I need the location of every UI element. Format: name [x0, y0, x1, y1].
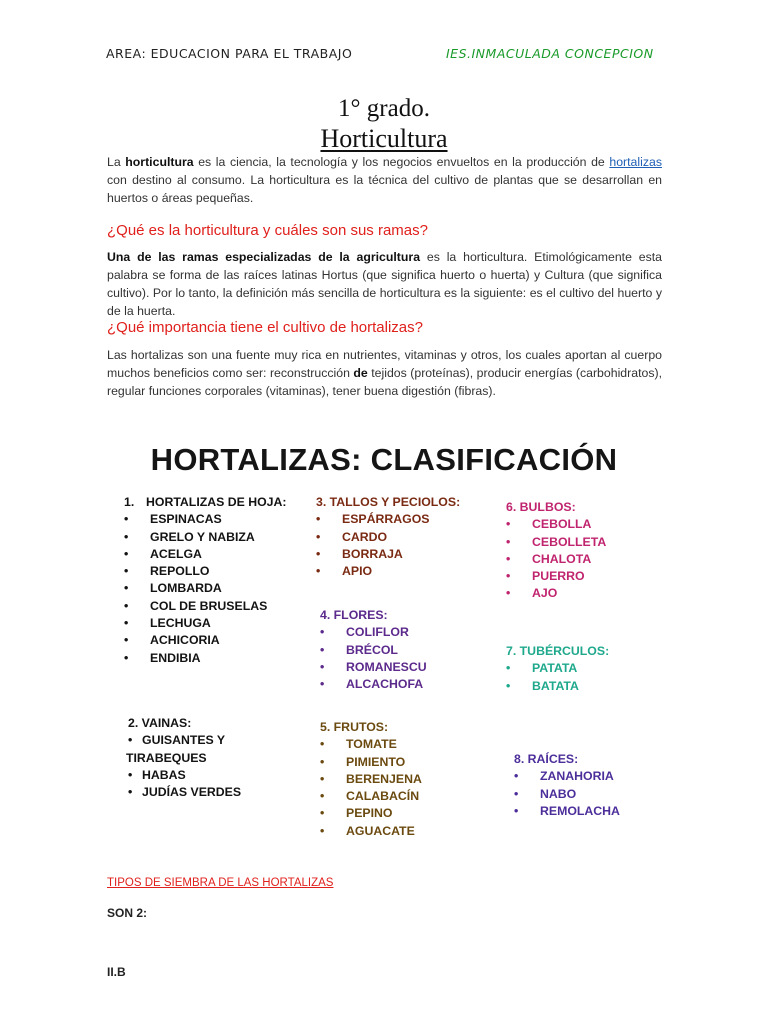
intro-text-1: La: [107, 155, 126, 169]
group-frutos: [320, 719, 422, 840]
list-item: • LECHUGA: [124, 616, 211, 631]
list-item: • CEBOLLETA: [506, 534, 607, 549]
group-tallos: [316, 494, 460, 580]
subject-title: Horticultura: [320, 124, 448, 153]
list-item: • BORRAJA: [316, 546, 403, 561]
group-raices-title: 8. RAÍCES:: [514, 752, 579, 766]
intro-bold-term: horticultura: [125, 155, 194, 169]
group-tuberculos-title: 7. TUBÉRCULOS:: [506, 644, 610, 658]
header-area-label: AREA: EDUCACION PARA EL TRABAJO: [106, 46, 353, 61]
list-item: • LOMBARDA: [124, 581, 222, 596]
list-item: • CEBOLLA: [506, 517, 592, 532]
classification-heading: HORTALIZAS: CLASIFICACIÓN: [150, 442, 618, 477]
answer-1-text: es la horticultura. Etimológicamente esta palabra se forma de las raíces latinas Hortus (que significa huerto o huerta) y Cultura (que significa cultivo). Por lo tanto, la definición más sencilla de horticultura es la siguiente: es el cultivo del huerto y de la huerta.: [107, 250, 662, 318]
list-item: • CHALOTA: [506, 551, 592, 566]
list-item: • ACHICORIA: [124, 633, 220, 648]
group-bulbos: [506, 499, 606, 603]
list-item: • GUISANTES Y: [128, 733, 226, 748]
list-item: • AJO: [506, 586, 558, 601]
list-item: • CALABACÍN: [320, 789, 420, 804]
list-item: • HABAS: [128, 767, 186, 782]
list-item: • COL DE BRUSELAS: [124, 598, 268, 613]
tipos-siembra-heading: TIPOS DE SIEMBRA DE LAS HORTALIZAS: [107, 877, 334, 889]
intro-text-3: con destino al consumo. La horticultura es la técnica del cultivo de plantas que se desarrollan en huertos o áreas pequeñas.: [107, 173, 662, 205]
group-tuberculos: [506, 643, 609, 695]
list-item: • NABO: [514, 786, 577, 801]
group-tuberculos-list: [506, 660, 609, 695]
group-tallos-list: [316, 511, 460, 580]
son-label: SON 2:: [107, 906, 148, 920]
list-item: • COLIFLOR: [320, 625, 409, 640]
question-2: ¿Qué importancia tiene el cultivo de hortalizas?: [107, 319, 423, 336]
list-item: • JUDÍAS VERDES: [128, 785, 242, 800]
intro-paragraph: [107, 153, 662, 207]
list-item: • ALCACHOFA: [320, 677, 424, 692]
footer-label: II.B: [107, 965, 126, 979]
hortalizas-link[interactable]: hortalizas: [609, 155, 662, 169]
group-vainas: [128, 715, 241, 801]
list-item: • GRELO Y NABIZA: [124, 529, 255, 544]
question-1: ¿Qué es la horticultura y cuáles son sus ramas?: [107, 222, 428, 239]
list-item: • TOMATE: [320, 737, 397, 752]
group-hoja-title: 1. HORTALIZAS DE HOJA:: [124, 495, 287, 509]
list-item: • ESPÁRRAGOS: [316, 512, 430, 527]
group-frutos-title: 5. FRUTOS:: [320, 720, 389, 734]
answer-2-text-1: Las hortalizas son una fuente muy rica en nutrientes, vitaminas y otros, los cuales aportan al cuerpo muchos beneficios como ser: reconstrucción: [107, 348, 662, 380]
list-item: • PATATA: [506, 661, 578, 676]
group-flores-list: [320, 624, 427, 693]
list-item: • ZANAHORIA: [514, 769, 614, 784]
list-item: • ACELGA: [124, 546, 202, 561]
answer-2-text-2: tejidos (proteínas), producir energías (carbohidratos), regular funciones corporales (vitaminas), tener buena digestión (fibras).: [107, 366, 662, 398]
list-item: • BRÉCOL: [320, 642, 398, 657]
list-item: • APIO: [316, 564, 373, 579]
group-bulbos-list: [506, 516, 606, 602]
answer-2-paragraph: [107, 346, 662, 400]
list-item: • REPOLLO: [124, 564, 210, 579]
group-tallos-title: 3. TALLOS Y PECIOLOS:: [316, 495, 461, 509]
list-item: • PUERRO: [506, 569, 585, 584]
group-vainas-title: 2. VAINAS:: [128, 716, 192, 730]
list-item-continuation: TIRABEQUES: [126, 750, 207, 765]
list-item: • AGUACATE: [320, 823, 415, 838]
group-flores: [320, 607, 427, 693]
list-item: • PIMIENTO: [320, 754, 406, 769]
group-flores-title: 4. FLORES:: [320, 608, 388, 622]
list-item: • BERENJENA: [320, 771, 422, 786]
list-item: • ESPINACAS: [124, 512, 222, 527]
list-item: • REMOLACHA: [514, 803, 620, 818]
list-item: • ENDIBIA: [124, 650, 201, 665]
list-item: • ROMANESCU: [320, 659, 427, 674]
list-item: • CARDO: [316, 529, 388, 544]
group-hoja: [124, 494, 287, 667]
group-raices: [514, 751, 620, 820]
group-bulbos-title: 6. BULBOS:: [506, 500, 576, 514]
header-school-label: IES.INMACULADA CONCEPCION: [446, 46, 654, 61]
list-item: • BATATA: [506, 678, 579, 693]
group-raices-list: [514, 768, 620, 820]
answer-2-bold: de: [353, 366, 368, 380]
list-item: • PEPINO: [320, 806, 393, 821]
group-hoja-list: [124, 511, 287, 667]
grade-title: 1° grado.: [338, 95, 430, 122]
group-vainas-list: [128, 732, 241, 801]
intro-text-2: es la ciencia, la tecnología y los negocios envueltos en la producción de: [193, 155, 610, 169]
group-frutos-list: [320, 736, 422, 840]
answer-1-paragraph: [107, 248, 662, 320]
answer-1-bold: Una de las ramas especializadas de la agricultura: [107, 250, 421, 264]
